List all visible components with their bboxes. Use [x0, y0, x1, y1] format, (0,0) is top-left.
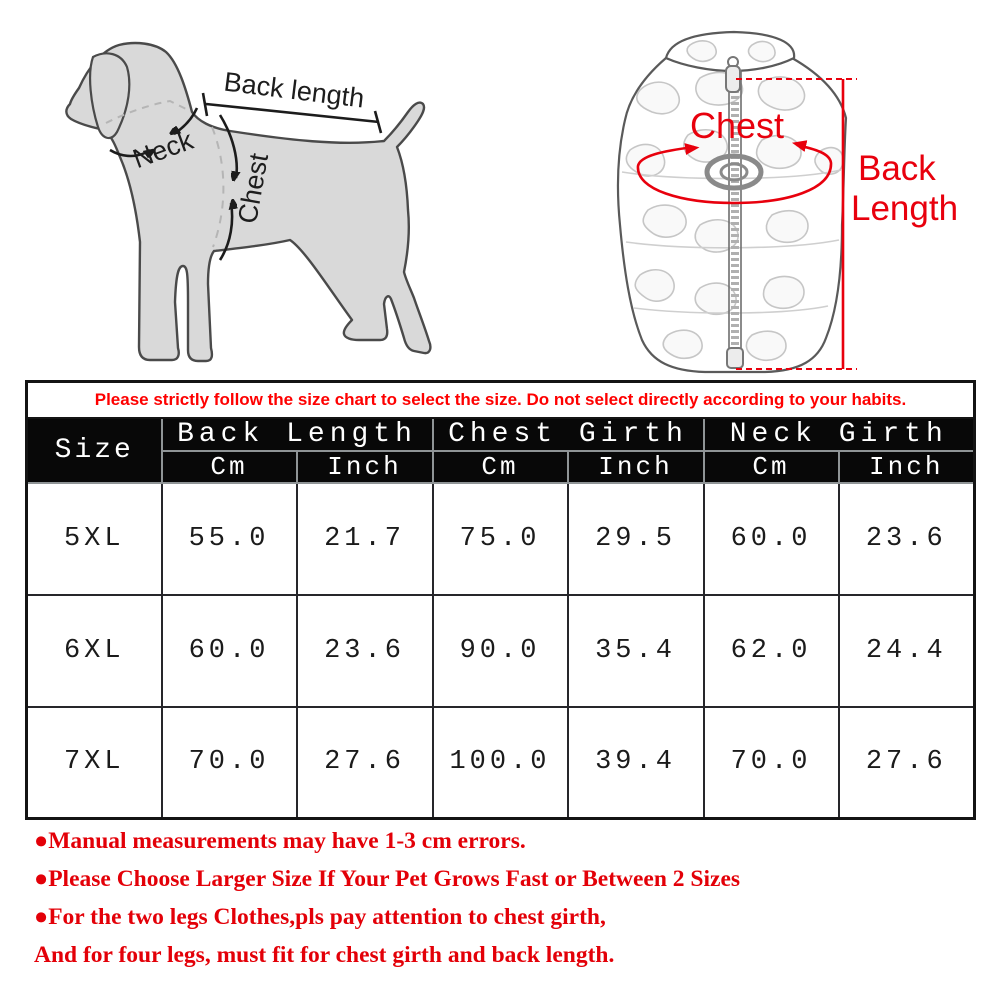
size-cell: 7XL [27, 707, 162, 819]
unit-header-inch: Inch [297, 451, 433, 483]
neck-girth-group-header: Neck Girth [704, 418, 975, 451]
dog-neck-label: Neck [128, 124, 197, 175]
chest-girth-group-header: Chest Girth [433, 418, 704, 451]
dog-diagram [66, 43, 430, 361]
value-cell: 27.6 [839, 707, 975, 819]
unit-header-inch: Inch [568, 451, 704, 483]
value-cell: 39.4 [568, 707, 704, 819]
value-cell: 62.0 [704, 595, 839, 707]
value-cell: 24.4 [839, 595, 975, 707]
vest-chest-label: Chest [689, 105, 785, 146]
value-cell: 75.0 [433, 483, 568, 595]
value-cell: 29.5 [568, 483, 704, 595]
note-line: ●Manual measurements may have 1-3 cm errors. [34, 828, 526, 854]
dog-chest-label: Chest [232, 151, 275, 226]
value-cell: 23.6 [839, 483, 975, 595]
value-cell: 27.6 [297, 707, 433, 819]
value-cell: 21.7 [297, 483, 433, 595]
unit-header-cm: Cm [162, 451, 297, 483]
value-cell: 60.0 [162, 595, 297, 707]
size-table [25, 380, 976, 820]
vest-back-length-label-line2: Length [851, 189, 959, 228]
table-row [27, 483, 975, 595]
value-cell: 23.6 [297, 595, 433, 707]
value-cell: 70.0 [704, 707, 839, 819]
note-line: ●Please Choose Larger Size If Your Pet Grows Fast or Between 2 Sizes [34, 866, 741, 892]
measurement-notes [34, 822, 974, 974]
unit-header-cm: Cm [433, 451, 568, 483]
zipper-slider-icon [727, 348, 743, 368]
value-cell: 55.0 [162, 483, 297, 595]
table-row [27, 707, 975, 819]
table-row [27, 595, 975, 707]
value-cell: 60.0 [704, 483, 839, 595]
note-line: ●For the two legs Clothes,pls pay attention to chest girth, [34, 904, 606, 930]
size-column-header: Size [27, 418, 162, 483]
vest-back-length-label-line1: Back [858, 149, 936, 188]
size-cell: 6XL [27, 595, 162, 707]
back-length-group-header: Back Length [162, 418, 433, 451]
value-cell: 100.0 [433, 707, 568, 819]
unit-header-cm: Cm [704, 451, 839, 483]
table-notice: Please strictly follow the size chart to select the size. Do not select directly according to your habits. [27, 382, 975, 418]
value-cell: 90.0 [433, 595, 568, 707]
value-cell: 70.0 [162, 707, 297, 819]
dog-back-length-label: Back length [222, 66, 366, 114]
unit-header-inch: Inch [839, 451, 975, 483]
note-line: And for four legs, must fit for chest girth and back length. [34, 942, 615, 968]
value-cell: 35.4 [568, 595, 704, 707]
vest-diagram [618, 32, 958, 372]
measurement-diagram [0, 0, 1000, 380]
size-cell: 5XL [27, 483, 162, 595]
